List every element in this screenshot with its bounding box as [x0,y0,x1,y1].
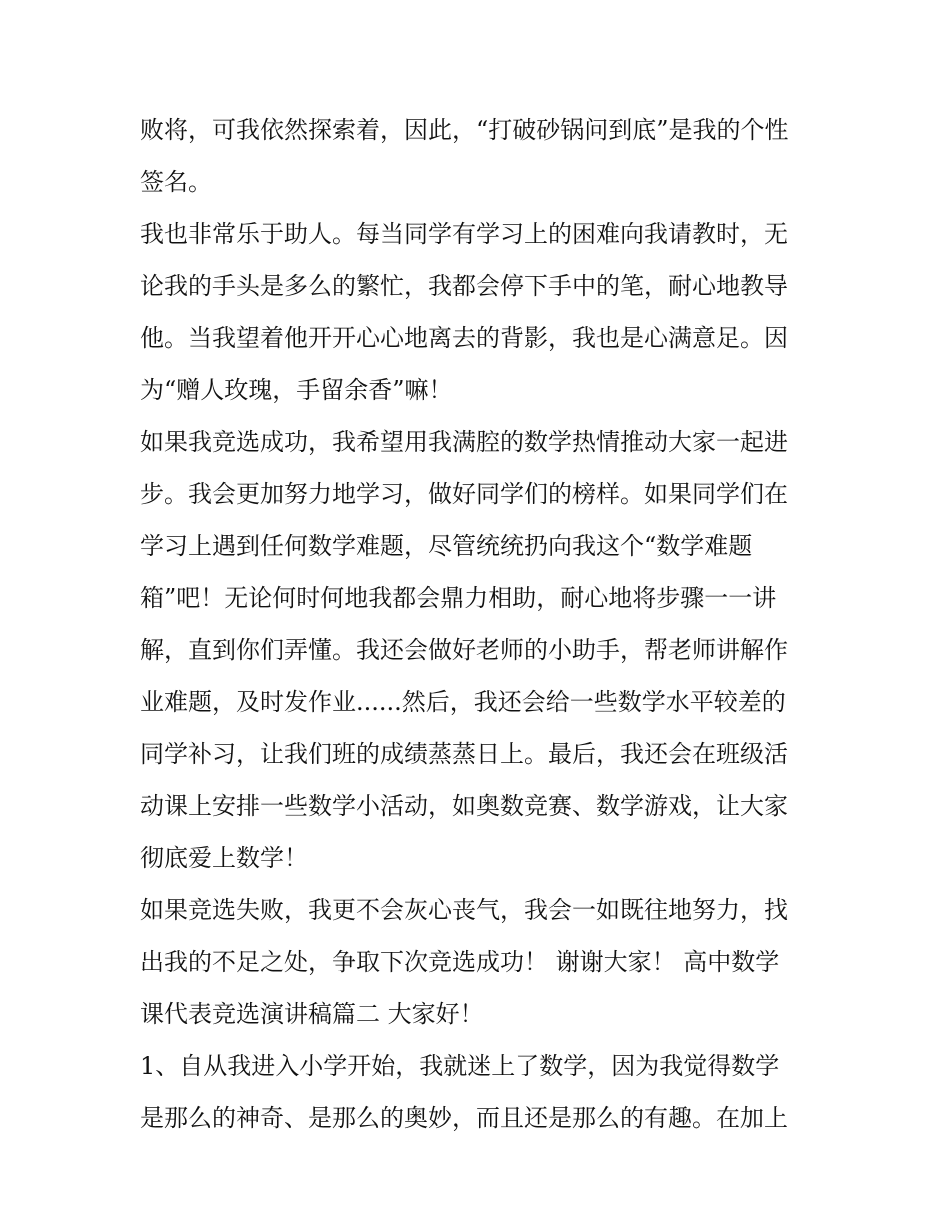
document-body [140,104,820,1144]
text-line: 同学补习，让我们班的成绩蒸蒸日上。最后，我还会在班级活 [140,740,788,768]
text-line: 为“赠人玫瑰，手留余香”嘛！ [140,376,453,404]
text-line: 是那么的神奇、是那么的奥妙，而且还是那么的有趣。在加上 [140,1104,788,1132]
text-line: 业难题，及时发作业......然后，我还会给一些数学水平较差的 [140,688,786,716]
text-line: 1、自从我进入小学开始，我就迷上了数学，因为我觉得数学 [140,1052,780,1080]
text-line: 解，直到你们弄懂。我还会做好老师的小助手，帮老师讲解作 [140,636,788,664]
text-line: 败将，可我依然探索着，因此，“打破砂锅问到底”是我的个性 [140,116,789,144]
text-line: 他。当我望着他开开心心地离去的背影，我也是心满意足。因 [140,324,788,352]
text-line: 我也非常乐于助人。每当同学有学习上的困难向我请教时，无 [140,220,788,248]
text-line: 动课上安排一些数学小活动，如奥数竞赛、数学游戏，让大家 [140,792,788,820]
text-line: 箱”吧！无论何时何地我都会鼎力相助，耐心地将步骤一一讲 [140,584,777,612]
text-line: 学习上遇到任何数学难题，尽管统统扔向我这个“数学难题 [140,532,753,560]
text-line: 出我的不足之处，争取下次竞选成功！ 谢谢大家！ 高中数学 [140,948,780,976]
text-line: 课代表竞选演讲稿篇二 大家好！ [140,1000,484,1028]
text-line: 论我的手头是多么的繁忙，我都会停下手中的笔，耐心地教导 [140,272,788,300]
text-line: 彻底爱上数学！ [140,844,308,872]
text-line: 签名。 [140,168,212,196]
text-line: 如果竞选失败，我更不会灰心丧气，我会一如既往地努力，找 [140,896,788,924]
text-line: 如果我竞选成功，我希望用我满腔的数学热情推动大家一起进 [140,428,788,456]
text-line: 步。我会更加努力地学习，做好同学们的榜样。如果同学们在 [140,480,788,508]
